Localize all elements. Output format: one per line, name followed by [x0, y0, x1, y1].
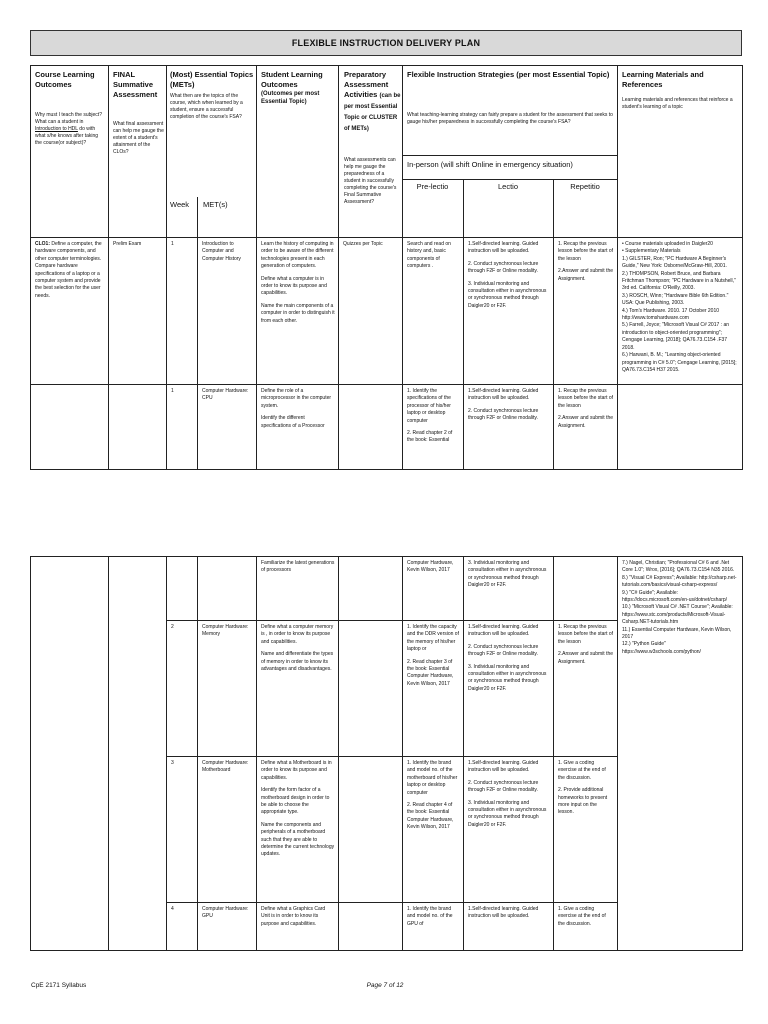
rowC-repetitio: 1. Give a coding exercise at the end of the discussion.: [558, 906, 606, 927]
row1-lectio: 1.Self-directed learning. Guided instruction will be uploaded. 2. Conduct synchronous lecture through F2F or Online modality. 3. Individual monitoring and consultation either in asynchronous or synchronous method through Daigler20 or F2F.: [468, 241, 547, 309]
row1-met: Introduction to Computer and Computer History: [202, 241, 241, 262]
header-inperson: In-person (will shift Online in emergency situation): [407, 160, 573, 169]
rowA-prelectio: 1. Identify the capacity and the DDR version of the memory of his/her laptop or 2. Read chapter 3 of the book: Essential Computer Hardware, Kevin Wilson, 2017: [407, 624, 459, 687]
header-lectio: Lectio: [497, 182, 518, 191]
header-week: Week: [170, 200, 190, 209]
rowA-met: Computer Hardware: Memory: [202, 624, 249, 638]
rowB-lectio: 1.Self-directed learning. Guided instruction will be uploaded. 2. Conduct synchronous lecture through F2F or Online modality. 3. Individual monitoring and consultation either in asynchronous or synchronous method through Daigler20 or F2F.: [468, 760, 547, 828]
header-lm-note: Learning materials and references that reinforce a student's learning of a topic: [622, 97, 733, 110]
row2-slo: Define the role of a microprocessor in the computer system. Identify the different specifications of a Processor: [261, 388, 332, 429]
row1-prelectio: Search and read on history and, basic components of computers .: [407, 241, 451, 270]
header-prelectio: Pre-lectio: [416, 182, 449, 191]
row2-prelectio: 1. Identify the specifications of the processor of his/her laptop or desktop computer 2. Read chapter 2 of the book: Essential: [407, 388, 453, 444]
header-met-note: What then are the topics of the course, which when learned by a student, ensure a successful completion of the course's FSA?: [170, 93, 243, 120]
rowA-slo: Define what a computer memory is , in order to know its purpose and capabilities. Name and differentiate the types of memory in order to know its advantages and disadvantages.: [261, 624, 334, 673]
header-mets: MET(s): [203, 200, 228, 209]
header-repetitio: Repetitio: [570, 182, 600, 191]
header-clo-note: Why must I teach the subject? What can a student in Introduction to HDL do with what s/he knows after taking the course(or subject)?: [35, 112, 102, 146]
rowB-slo: Define what a Motherboard is in order to know its purpose and capabilities. Identify the form factor of a motherboard design in order to be able to choose the appropriate type. Name the components and peripherals of a motherboard such that they are able to determine the current technology updates.: [261, 760, 335, 858]
rowB-repetitio: 1. Give a coding exercise at the end of the discussion. 2. Provide additional homeworks to present more input on the lesson.: [558, 760, 608, 816]
clo1-text: CLO1: Define a computer, the hardware components, and other computer terminologies. Compare hardware specifications of a laptop or a computer system and provide the best selection for the user needs.: [35, 241, 102, 299]
rowA-repetitio: 1. Recap the previous lesson before the start of the lesson 2.Answer and submit the Assignment.: [558, 624, 614, 665]
row2-repetitio: 1. Recap the previous lesson before the start of the lesson 2.Answer and submit the Assignment.: [558, 388, 614, 429]
header-fsa-note: What final assessment can help me gauge the extent of a student's attainment of the CLOs?: [113, 121, 164, 155]
rowB-met: Computer Hardware: Motherboard: [202, 760, 249, 774]
p2-references-list: 7.) Nagel, Christian; "Professional C# 6 and .Net Core 1.0"; Wrox, [2016]; QA76.73.C154 N35 2016. 8.) "Visual C# Express"; Available: http://csharp.net-tutorials.com/basics/visual-csharp-express/ 9.) "C# Guide"; Available: https://docs.microsoft.com/en-us/dotnet/csharp/ 10.) "Microsoft Visual C# .NET Course"; Available: https://www.stc.com/products/Microsoft-Visual-Csharp.NET-tutorials.htm 11.) Essential Computer Hardware, Kevin Wilson, 2017 12.) "Python Guide" https://www.w3schools.com/python/: [622, 560, 737, 655]
header-prep-note: What assessments can help me gauge the preparedness of a student in successfully completing the course's Final Summative Assessment?: [344, 157, 397, 205]
p2-lectio-cont: 3. Individual monitoring and consultation either in asynchronous or synchronous method through Daigler20 or F2F.: [468, 560, 547, 589]
row1-slo: Learn the history of computing in order to be aware of the different technologies present in each generation of computers. Define what a computer is in order to know its purpose and capabilities. Name the main components of a computer in order to distinguish it from each other.: [261, 241, 335, 324]
rowC-met: Computer Hardware: GPU: [202, 906, 249, 920]
fsa-value: Prelim Exam: [113, 241, 142, 247]
header-met: (Most) Essential Topics (METs): [170, 70, 254, 89]
header-fsa: FINAL Summative Assessment: [113, 70, 158, 99]
rowA-week: 2: [171, 624, 174, 630]
footer-course: CpE 2171 Syllabus: [31, 982, 87, 989]
row2-week: 1: [171, 388, 174, 394]
rowC-slo: Define what a Graphics Card Unit is in order to know its purpose and capabilities.: [261, 906, 326, 927]
p2-prelectio-cont: Computer Hardware, Kevin Wilson, 2017: [407, 560, 454, 574]
page-title: FLEXIBLE INSTRUCTION DELIVERY PLAN: [30, 30, 742, 56]
header-slo: Student Learning Outcomes: [261, 70, 323, 89]
row1-week: 1: [171, 241, 174, 247]
rowA-lectio: 1.Self-directed learning. Guided instruction will be uploaded. 2. Conduct synchronous lecture through F2F or Online modality. 3. Individual monitoring and consultation either in asynchronous or synchronous method through Daigler20 or F2F.: [468, 624, 547, 692]
row2-lectio: 1.Self-directed learning. Guided instruction will be uploaded. 2. Conduct synchronous lecture through F2F or Online modality.: [468, 388, 539, 422]
header-fis: Flexible Instruction Strategies (per most Essential Topic): [407, 70, 610, 79]
header-prep: Preparatory Assessment Activities (can be per most Essential Topic or CLUSTER of METs): [344, 70, 401, 132]
footer-page: Page 7 of 12: [366, 982, 404, 989]
rowB-week: 3: [171, 760, 174, 766]
header-slo-sub: (Outcomes per most Essential Topic): [261, 91, 320, 105]
row2-met: Computer Hardware: CPU: [202, 388, 249, 402]
references-list: • Course materials uploaded in Daigler20 • Supplementary Materials 1.) GILSTER, Ron; "PC Hardware A Beginner's Guide," New York: Osborne/McGraw-Hill, 2001. 2.) THOMPSON, Robert Bruce, and Barbara Fritchman Thompson; "PC Hardware in a Nutshell," 3rd ed. California: O'Reilly, 2003. 3.) ROSCH, Winn; "Hardware Bible 6th Edition." USA: Que Publishing, 2003. 4.) Tom's Hardware. 2010. 17 October 2010 http://www.tomshardware.com 5.) Farrell, Joyce; "Microsoft Visual C# 2017 : an introduction to object-oriented programming"; Cengage Learning, [2018]; QA76.73.C154 .F37 2018. 6.) Harwani, B. M.; "Learning object-oriented programming in C# 5.0"; Cengage Learning, [2015]; QA76.73.C154 H37 2015.: [620, 241, 741, 467]
prep-value: Quizzes per Topic: [343, 241, 383, 247]
row1-repetitio: 1. Recap the previous lesson before the start of the lesson 2.Answer and submit the Assignment.: [558, 241, 614, 282]
header-clo: Course Learning Outcomes: [35, 70, 95, 89]
p2-slo-cont: Familiarize the latest generations of processors: [261, 560, 335, 574]
rowC-lectio: 1.Self-directed learning. Guided instruction will be uploaded.: [468, 906, 539, 920]
header-lm: Learning Materials and References: [622, 70, 704, 89]
rowB-prelectio: 1. Identify the brand and model no. of the motherboard of his/her laptop or desktop computer 2. Read chapter 4 of the book: Essential Computer Hardware, Kevin Wilson, 2017: [407, 760, 458, 831]
rowC-prelectio: 1. Identify the brand and model no. of the GPU of: [407, 906, 453, 927]
rowC-week: 4: [171, 906, 174, 912]
header-fis-note: What teaching-learning strategy can fairly prepare a student for the assessment that seeks to gauge his/her preparedness in successfully completing the course's FSA?: [407, 112, 613, 125]
